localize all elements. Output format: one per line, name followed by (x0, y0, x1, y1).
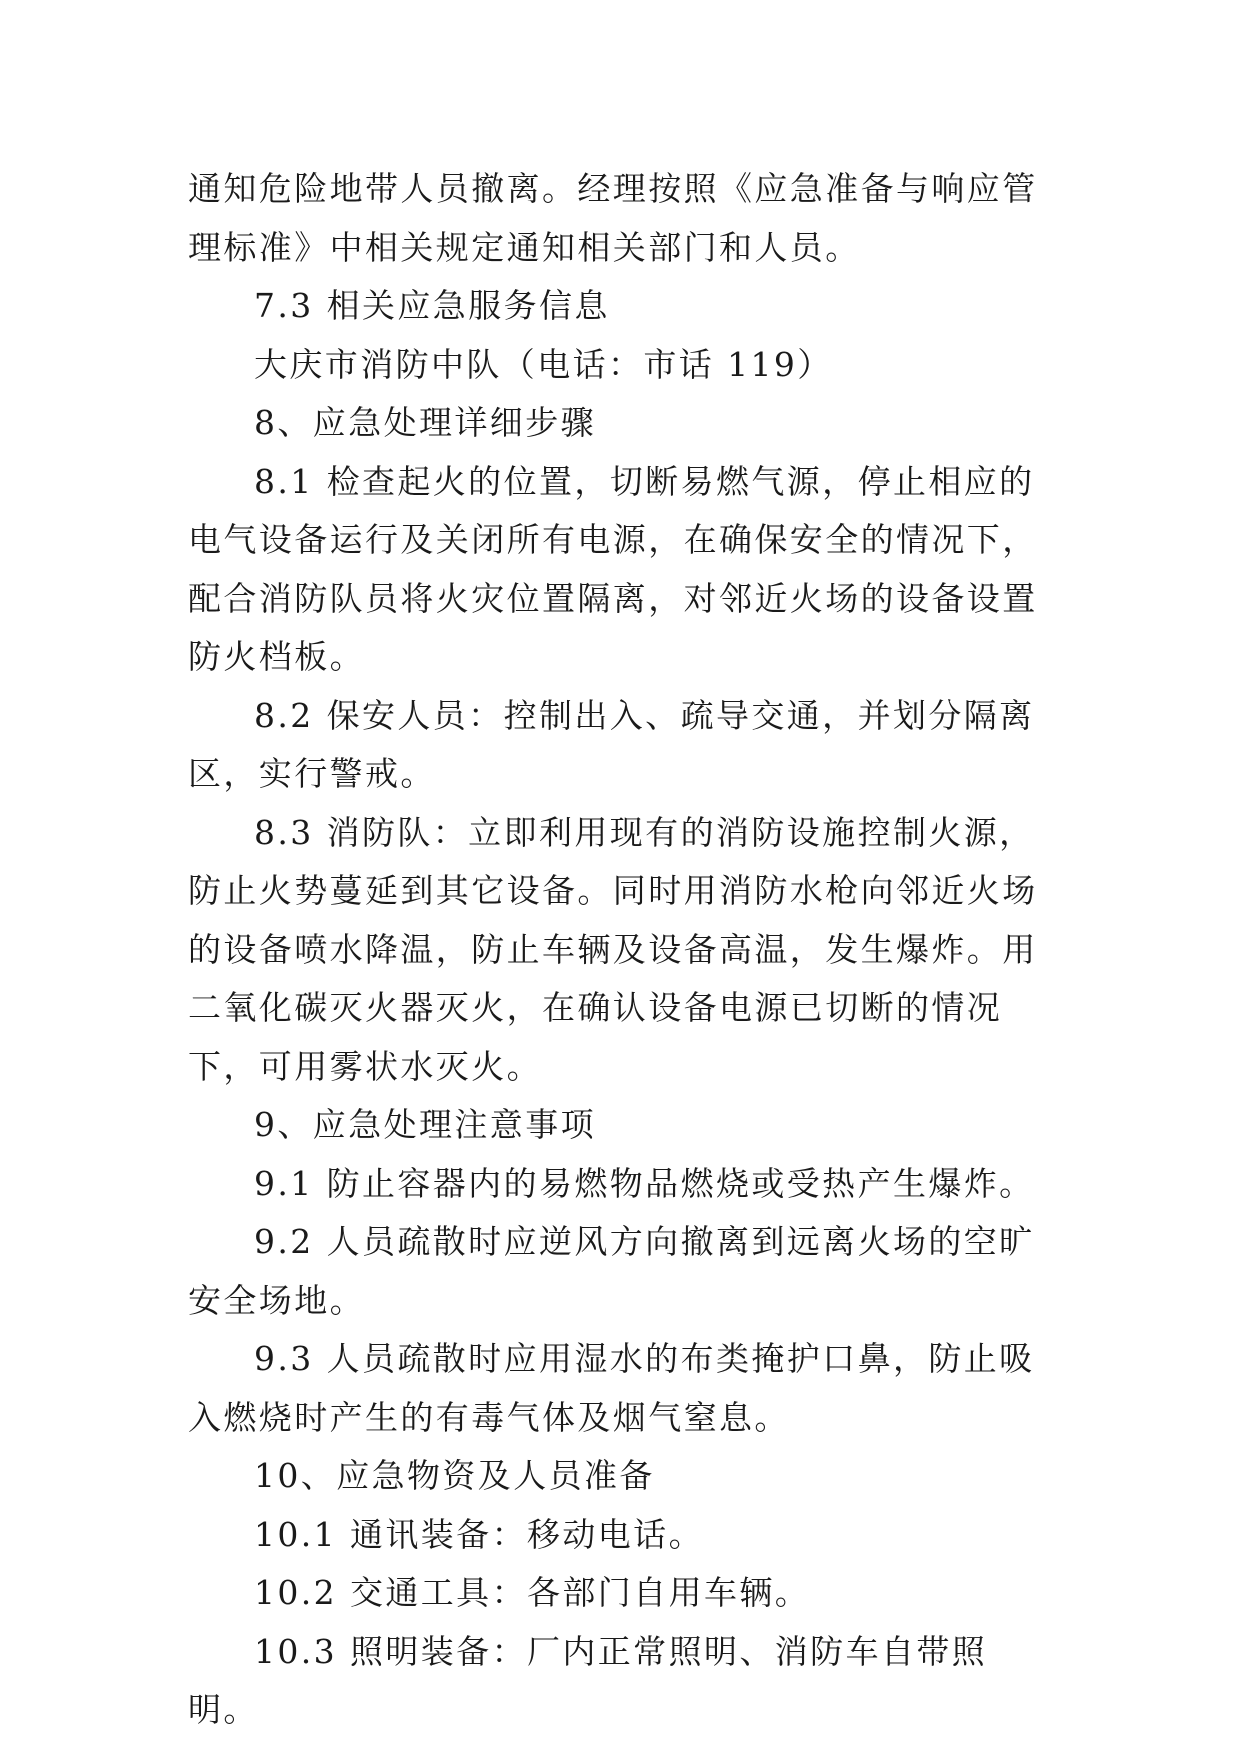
paragraph-9-3: 9.3 人员疏散时应用湿水的布类掩护口鼻，防止吸入燃烧时产生的有毒气体及烟气窒息。 (188, 1339, 1035, 1437)
document-body (188, 160, 1053, 1740)
paragraph-8-1: 8.1 检查起火的位置，切断易燃气源，停止相应的电气设备运行及关闭所有电源，在确保安全的情况下，配合消防队员将火灾位置隔离，对邻近火场的设备设置防火档板。 (188, 461, 1038, 676)
heading-9: 9、应急处理注意事项 (254, 1105, 596, 1144)
paragraph-10-3: 10.3 照明装备：厂内正常照明、消防车自带照明。 (188, 1631, 988, 1729)
heading-7-3: 7.3 相关应急服务信息 (254, 286, 610, 325)
heading-10: 10、应急物资及人员准备 (254, 1456, 655, 1495)
paragraph-10-2: 10.2 交通工具：各部门自用车辆。 (254, 1573, 811, 1612)
paragraph-9-2: 9.2 人员疏散时应逆风方向撤离到远离火场的空旷安全场地。 (188, 1222, 1035, 1320)
paragraph-10-1: 10.1 通讯装备：移动电话。 (254, 1514, 704, 1554)
paragraph-8-3: 8.3 消防队：立即利用现有的消防设施控制火源，防止火势蔓延到其它设备。同时用消防水枪向邻近火场的设备喷水降温，防止车辆及设备高温，发生爆炸。用二氧化碳灭火器灭火，在确认设备电源已切断的情况下，可用雾状水灭火。 (188, 812, 1038, 1086)
heading-8: 8、应急处理详细步骤 (254, 403, 596, 442)
paragraph-fire-brigade-contact: 大庆市消防中队（电话：市话 119） (254, 344, 833, 384)
paragraph-8-2: 8.2 保安人员：控制出入、疏导交通，并划分隔离区，实行警戒。 (188, 695, 1035, 793)
paragraph-9-1: 9.1 防止容器内的易燃物品燃烧或受热产生爆炸。 (254, 1163, 1035, 1203)
paragraph-evacuation-notice: 通知危险地带人员撤离。经理按照《应急准备与响应管理标准》中相关规定通知相关部门和人员。 (188, 169, 1038, 267)
